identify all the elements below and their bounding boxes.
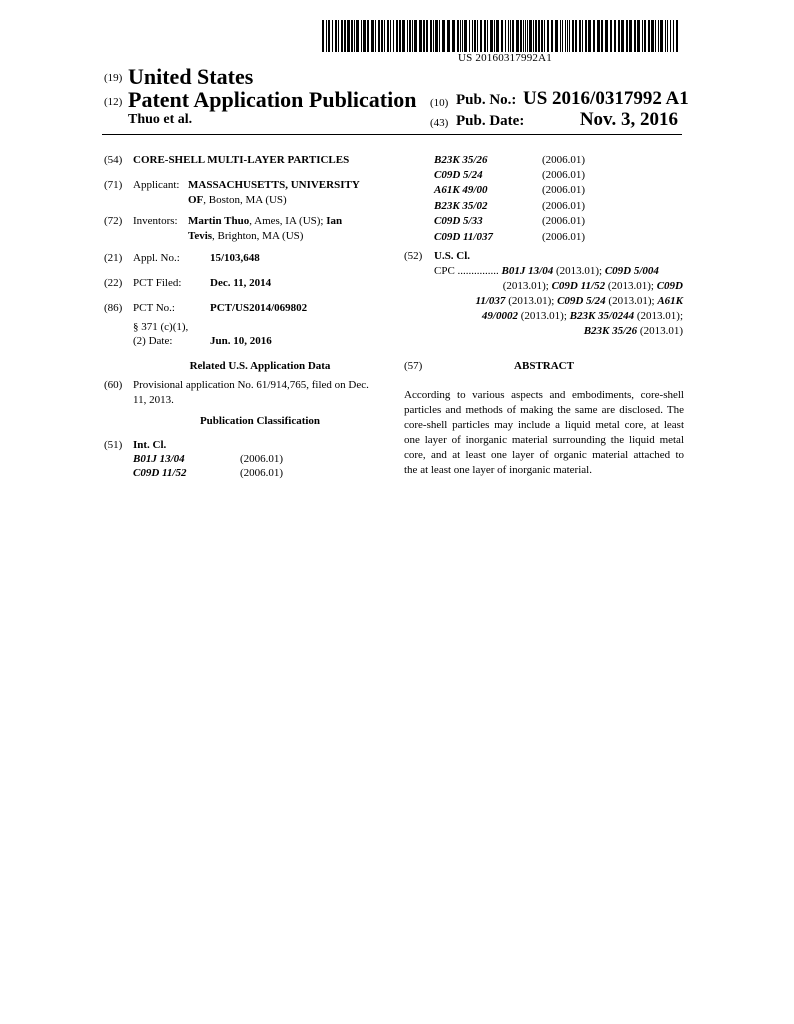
cpc-year: (2013.01) — [508, 295, 552, 307]
int-cl-year: (2006.01) — [542, 154, 586, 166]
barcode-bar — [490, 20, 493, 52]
cpc-class: C09D 5/004 — [604, 265, 659, 277]
barcode-bar — [426, 20, 428, 52]
abstract-line: one layer of inorganic material surrounding the liquid metal — [404, 434, 684, 446]
barcode-bar — [328, 20, 330, 52]
inventor-2-last: Tevis — [188, 230, 213, 242]
barcode-bar — [535, 20, 537, 52]
cpc-line4: 49/0002 (2013.01); B23K 35/0244 (2013.01); — [481, 310, 683, 322]
cpc-block — [434, 264, 683, 339]
int-cl-class: C09D 5/24 — [434, 169, 483, 181]
barcode-bar — [335, 20, 337, 52]
cpc-year: (2013.01) — [502, 280, 546, 292]
pub-date-code: (43) — [430, 117, 449, 129]
country: United States — [128, 64, 254, 89]
barcode-bar — [655, 20, 656, 52]
barcode-bar — [629, 20, 632, 52]
barcode-bar — [512, 20, 514, 52]
barcode-bar — [560, 20, 561, 52]
barcode-bar — [593, 20, 595, 52]
pct-filed-value: Dec. 11, 2014 — [210, 277, 272, 289]
inventors-short: Thuo et al. — [128, 112, 193, 127]
cpc-class: A61K — [657, 295, 683, 307]
inventor-2-first: Ian — [326, 215, 343, 227]
abstract-line: core, and at least one layer of organic material attached to — [404, 449, 684, 461]
barcode-number: US 20160317992A1 — [458, 52, 552, 64]
barcode-bar — [322, 20, 324, 52]
barcode-bar — [439, 20, 440, 52]
barcode-bar — [579, 20, 581, 52]
int-cl-year: (2006.01) — [240, 453, 284, 465]
cpc-class: B23K 35/26 — [583, 325, 638, 337]
barcode-bar — [457, 20, 459, 52]
int-cl-class: B01J 13/04 — [133, 453, 185, 465]
barcode-bar — [529, 20, 532, 52]
applicant-label: Applicant: — [133, 179, 180, 191]
cpc-dots: ............... — [457, 265, 499, 277]
barcode-bar — [527, 20, 528, 52]
pct-filed-label: PCT Filed: — [133, 277, 182, 289]
inventor-1-location: , Ames, IA (US); — [249, 215, 327, 227]
barcode-bar — [338, 20, 339, 52]
barcode-bar — [402, 20, 405, 52]
barcode-bar — [399, 20, 401, 52]
barcode-bar — [605, 20, 608, 52]
int-cl-year: (2006.01) — [542, 215, 586, 227]
barcode-bar — [381, 20, 383, 52]
barcode-bar — [354, 20, 355, 52]
barcode-bar — [541, 20, 543, 52]
barcode-bar — [464, 20, 467, 52]
barcode-bar — [551, 20, 553, 52]
cpc-class: C09D 5/24 — [557, 295, 606, 307]
barcode-bar — [567, 20, 568, 52]
abstract-line: core-shell particles may include a liquid metal core, at least — [404, 419, 684, 431]
barcode-bar — [614, 20, 616, 52]
us-cl-label: U.S. Cl. — [434, 250, 471, 262]
barcode-bar — [597, 20, 600, 52]
us-cl-code: (52) — [404, 250, 423, 262]
barcode-bar — [409, 20, 411, 52]
barcode-bar — [621, 20, 624, 52]
inventors-value — [188, 214, 388, 244]
barcode-bar — [658, 20, 659, 52]
barcode-bar — [375, 20, 376, 52]
cpc-class: 49/0002 — [481, 310, 518, 322]
barcode-bar — [477, 20, 478, 52]
related-data-heading: Related U.S. Application Data — [189, 360, 331, 372]
cpc-year: (2013.01) — [636, 310, 680, 322]
int-cl-class: C09D 11/52 — [133, 467, 187, 479]
applicant-name-of: OF — [188, 194, 204, 206]
int-cl-label: Int. Cl. — [133, 439, 167, 451]
cpc-class: B23K 35/0244 — [569, 310, 635, 322]
inventors-label: Inventors: — [133, 215, 178, 227]
barcode-bar — [510, 20, 511, 52]
cpc-class: C09D — [656, 280, 683, 292]
barcode-bar — [544, 20, 545, 52]
barcode-bar — [430, 20, 432, 52]
applicant-code: (71) — [104, 179, 123, 191]
cpc-line3: 11/037 (2013.01); C09D 5/24 (2013.01); A61K — [475, 295, 683, 307]
int-cl-year: (2006.01) — [542, 231, 586, 243]
barcode-bar — [390, 20, 391, 52]
cpc-year: (2013.01) — [608, 295, 652, 307]
barcode-bar — [494, 20, 495, 52]
barcode-bar — [387, 20, 389, 52]
pub-no-value: US 2016/0317992 A1 — [523, 88, 689, 109]
barcode-bar — [637, 20, 640, 52]
barcode-bar — [347, 20, 350, 52]
barcode-bar — [496, 20, 499, 52]
barcode-bar — [371, 20, 374, 52]
appl-no-value: 15/103,648 — [210, 252, 260, 264]
inventors-line2 — [188, 229, 388, 244]
barcode-bar — [555, 20, 558, 52]
int-cl-class: C09D 5/33 — [434, 215, 483, 227]
barcode-bar — [648, 20, 650, 52]
s371-line2: (2) Date: — [133, 335, 173, 347]
barcode-bar — [505, 20, 506, 52]
int-cl-class: C09D 11/037 — [434, 231, 493, 243]
cpc-class: B01J 13/04 — [501, 265, 554, 277]
cpc-line5 — [434, 324, 683, 339]
barcode-bar — [644, 20, 646, 52]
pub-class-heading: Publication Classification — [199, 415, 321, 427]
cpc-line1: CPC ............... B01J 13/04 (2013.01); C09D 5/004 — [434, 265, 659, 277]
barcode-bar — [538, 20, 540, 52]
abstract-heading: ABSTRACT — [514, 360, 574, 372]
doc-type-code: (12) — [104, 96, 123, 108]
inventors-code: (72) — [104, 215, 123, 227]
provisional-text — [133, 378, 369, 408]
barcode-bar — [547, 20, 549, 52]
barcode-bar — [407, 20, 408, 52]
barcode-bar — [618, 20, 620, 52]
provisional-line1: Provisional application No. 61/914,765, filed on Dec. — [133, 379, 369, 391]
barcode — [322, 20, 682, 52]
barcode-bar — [572, 20, 574, 52]
int-cl-class: A61K 49/00 — [434, 184, 488, 196]
applicant-location: , Boston, MA (US) — [203, 194, 287, 206]
barcode-bar — [501, 20, 503, 52]
barcode-bar — [660, 20, 663, 52]
int-cl-year: (2006.01) — [542, 169, 586, 181]
barcode-bar — [516, 20, 519, 52]
barcode-bar — [447, 20, 450, 52]
barcode-bar — [588, 20, 591, 52]
pub-date-value: Nov. 3, 2016 — [579, 109, 678, 130]
barcode-bar — [435, 20, 438, 52]
barcode-bar — [472, 20, 473, 52]
barcode-bar — [367, 20, 369, 52]
barcode-bar — [433, 20, 434, 52]
barcode-bar — [642, 20, 643, 52]
barcode-bar — [525, 20, 526, 52]
abstract-body — [404, 388, 684, 478]
abstract-line: particles and methods of making the same are disclosed. The — [404, 404, 684, 416]
s371-line1: § 371 (c)(1), — [133, 321, 189, 333]
cpc-class: C09D 11/52 — [551, 280, 606, 292]
barcode-bar — [460, 20, 461, 52]
barcode-bar — [626, 20, 628, 52]
pub-no-code: (10) — [430, 97, 449, 109]
barcode-bar — [523, 20, 524, 52]
barcode-bar — [484, 20, 486, 52]
pct-no-label: PCT No.: — [133, 302, 175, 314]
invention-title: CORE-SHELL MULTI-LAYER PARTICLES — [133, 154, 350, 166]
cpc-year: (2013.01) — [607, 280, 651, 292]
barcode-bar — [344, 20, 346, 52]
cpc-year: (2013.01) — [555, 265, 600, 277]
provisional-line2: 11, 2013. — [133, 394, 174, 406]
pct-filed-code: (22) — [104, 277, 123, 289]
barcode-bar — [585, 20, 587, 52]
barcode-bar — [667, 20, 668, 52]
barcode-bar — [601, 20, 603, 52]
doc-type-title: Patent Application Publication — [128, 87, 417, 112]
applicant-name-line1: MASSACHUSETTS, UNIVERSITY — [188, 179, 360, 191]
s371-date: Jun. 10, 2016 — [210, 335, 272, 347]
cpc-year: (2013.01) — [639, 325, 683, 337]
barcode-bar — [520, 20, 522, 52]
cpc-year: (2013.01) — [520, 310, 564, 322]
pub-date-label: Pub. Date: — [456, 113, 525, 129]
barcode-bar — [480, 20, 482, 52]
barcode-bar — [469, 20, 470, 52]
barcode-bar — [412, 20, 413, 52]
barcode-bar — [575, 20, 577, 52]
pct-no-value: PCT/US2014/069802 — [210, 302, 308, 314]
int-cl-year: (2006.01) — [542, 200, 586, 212]
pub-no-label: Pub. No.: — [456, 92, 517, 108]
barcode-bar — [393, 20, 394, 52]
applicant-value — [188, 178, 360, 208]
pct-no-code: (86) — [104, 302, 123, 314]
barcode-bar — [565, 20, 566, 52]
barcode-bar — [378, 20, 380, 52]
cpc-label: CPC — [434, 265, 455, 277]
barcode-bar — [582, 20, 583, 52]
title-code: (54) — [104, 154, 123, 166]
barcode-bar — [670, 20, 671, 52]
applicant-name-line2 — [188, 193, 360, 208]
barcode-bar — [533, 20, 534, 52]
abstract-line: According to various aspects and embodiments, core-shell — [404, 389, 684, 401]
barcode-bar — [419, 20, 422, 52]
barcode-bar — [361, 20, 362, 52]
abstract-code: (57) — [404, 360, 423, 372]
int-cl-year: (2006.01) — [542, 184, 586, 196]
barcode-bar — [396, 20, 398, 52]
barcode-bar — [676, 20, 678, 52]
barcode-bar — [452, 20, 455, 52]
int-cl-class: B23K 35/02 — [434, 200, 488, 212]
abstract-line: the at least one layer of inorganic material. — [404, 464, 592, 476]
barcode-bar — [326, 20, 327, 52]
barcode-bar — [332, 20, 333, 52]
barcode-bar — [487, 20, 488, 52]
header-rule — [102, 134, 682, 135]
inventor-2-location: , Brighton, MA (US) — [212, 230, 304, 242]
barcode-bar — [508, 20, 509, 52]
barcode-bar — [384, 20, 385, 52]
barcode-bar — [363, 20, 366, 52]
barcode-bar — [351, 20, 353, 52]
barcode-bar — [651, 20, 654, 52]
cpc-class: 11/037 — [475, 295, 506, 307]
barcode-bar — [562, 20, 563, 52]
barcode-bar — [356, 20, 359, 52]
cpc-line2: (2013.01); C09D 11/52 (2013.01); C09D — [502, 280, 683, 292]
barcode-bar — [462, 20, 463, 52]
appl-no-label: Appl. No.: — [133, 252, 180, 264]
barcode-bar — [569, 20, 570, 52]
barcode-bar — [442, 20, 445, 52]
int-cl-year: (2006.01) — [240, 467, 284, 479]
barcode-bar — [634, 20, 636, 52]
int-cl-class: B23K 35/26 — [434, 154, 488, 166]
barcode-bar — [414, 20, 417, 52]
barcode-bar — [423, 20, 425, 52]
barcode-bar — [474, 20, 476, 52]
barcode-bar — [341, 20, 343, 52]
barcode-bar — [665, 20, 666, 52]
barcode-bar — [610, 20, 612, 52]
appl-no-code: (21) — [104, 252, 123, 264]
inventors-line1 — [188, 214, 388, 229]
barcode-bar — [673, 20, 674, 52]
inventor-1-name: Martin Thuo — [188, 215, 250, 227]
provisional-code: (60) — [104, 379, 123, 391]
country-code: (19) — [104, 72, 123, 84]
int-cl-code: (51) — [104, 439, 123, 451]
